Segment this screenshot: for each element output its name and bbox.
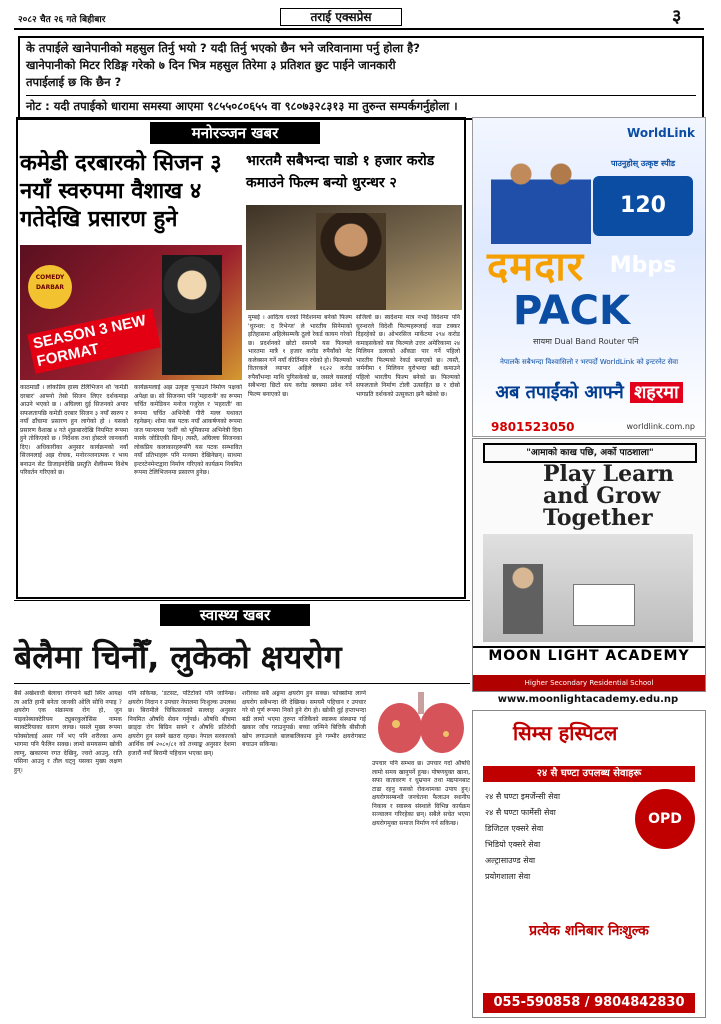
children-reading-photo — [483, 534, 693, 642]
health-top-rule — [14, 600, 470, 601]
worldlink-website[interactable]: worldlink.com.np — [626, 422, 695, 431]
left-lung — [378, 703, 422, 753]
notice-question — [26, 40, 696, 91]
host-figure — [162, 255, 222, 375]
worldlink-ad[interactable] — [472, 117, 706, 437]
router-text: सायमा Dual Band Router पनि — [533, 337, 639, 346]
comedy-darbar-headline: कमेडी दरबारको सिजन ३ नयाँ स्वरुपमा वैशाख ४ गतेदेखि प्रसारण हुने — [20, 151, 222, 232]
worldlink-logo: WorldLink — [627, 126, 695, 140]
entertainment-section-label: मनोरञ्जन खबर — [150, 122, 320, 144]
service-item: डिजिटल एक्सरे सेवा — [485, 824, 544, 833]
hospital-services-heading: २४ सै घण्टा उपलब्ध सेवाहरू — [483, 766, 695, 782]
slogan-city: शहरमा — [630, 382, 683, 403]
academy-motto: Play Learn and Grow Together — [543, 461, 674, 531]
service-item: २४ सै घण्टा इमर्जेन्सी सेवा — [485, 792, 561, 801]
actor-figure — [316, 213, 386, 310]
saturday-free-offer: प्रत्येक शनिबार निःशुल्क — [529, 923, 649, 939]
hospital-contact[interactable]: 055-590858 / 9804842830 — [483, 993, 695, 1013]
opd-free-badge: OPD FREE — [635, 789, 695, 849]
open-book — [573, 584, 635, 626]
health-section-label: स्वास्थ्य खबर — [160, 604, 310, 626]
cims-hospital-ad[interactable] — [472, 710, 706, 1018]
health-headline-rule — [14, 683, 470, 684]
dhurandhar-photo — [246, 205, 462, 310]
dhurandhar-col-1: मुम्बई । आदित्य धरको निर्देशनमा बनेको फिल्म 'धुरन्धर: द रिभेन्ज' ले भारतीय सिनेमाको इतिहासमा अहिलेसम्मकै ठूलो रेकर्ड कायम गरेको छ। प्रदर्शनको छोटो समयमै यस फिल्मले भारतमा मात्रै १ हजार करोड रुपैयाँको नेट कलेक्सन गर्ने नयाँ कीर्तिमान रचेको हो। फिल्मको वितरकले व्यापार अहिले १६२२ करोड रुपैयाँभन्दा माथि पुगिसकेको छ, जसले यसलाई सबैभन्दा छिटो सय करोड क्लबमा प्रवेश गर्ने फिल्म बनाएको छ। — [248, 314, 352, 398]
paper-title: तराई एक्सप्रेस — [280, 8, 402, 26]
right-lung — [420, 703, 464, 753]
service-tagline: नेपालकै सबैभन्दा विश्वासिलो र भरपर्दो WorldLink को इन्टरनेट सेवा — [499, 358, 679, 366]
academy-name: MOON LIGHT ACADEMY — [473, 646, 705, 676]
tuberculosis-headline: बेलैमा चिनौँ, लुकेको क्षयरोग — [14, 638, 342, 676]
service-item: अल्ट्रासाउण्ड सेवा — [485, 856, 536, 865]
dhurandhar-headline: भारतमै सबैभन्दा चाडो १ हजार करोड कमाउने फिल्म बन्यो धुरन्धर २ — [246, 153, 435, 191]
comedy-darbar-col-1: काठमाडौं । लोकप्रिय हास्य टेलिभिजन शो 'कमेडी दरबार' आफ्नो तेस्रो सिजन लिएर दर्शकमाझ आउने भएको छ । अघिल्ला दुई सिजनको अपार सफलतापछि कमेडी दरबार सिजन ३ नयाँ स्वरुप र नयाँ ढाँचामा प्रसारण हुन लागेको हो । यसको प्रसारण वैशाख ४ गते शुक्रबारदेखि नियमित रूपमा हुने तोकिएको छ । निर्देशक तथा होस्टले जानकारी दिए। अधिकारीका अनुसार कार्यक्रमको नयाँ सिजनलाई अझ रोचक, मनोरञ्जनात्मक र भव्य बनाउन सेट डिजाइनदेखि प्रस्तुति शैलीसम्म विशेष परिवर्तन गरिएको छ। — [20, 384, 128, 476]
offer-pack: PACK — [513, 288, 630, 334]
tb-col-3: शरीरका सबै अङ्गमा क्षयरोग हुन सक्छ। फोक्सोमा लाग्ने क्षयरोग सबैभन्दा धेरै देखिन्छ। समयमै पहिचान र उपचार गरे यो पूर्ण रूपमा निको हुने रोग हो। खोकी दुई हप्ताभन्दा बढी लामो भएमा तुरुन्त नजिकैको स्वास्थ्य संस्थामा गई खकार जाँच गराउनुपर्छ। बच्चा जन्मिने बित्तिकै बीसीजी खोप लगाउनाले बालबालिकामा हुने गम्भीर क्षयरोगबाट बचाउन सकिन्छ। — [242, 690, 366, 748]
infection-spot — [392, 720, 400, 728]
academy-footer: Higher Secondary Residential School — [473, 675, 705, 691]
lungs-illustration — [372, 690, 470, 754]
slogan-text: अब तपाईंको आफ्नै — [495, 382, 624, 403]
speed-label: पाउनुहोस् उत्कृष्ट स्पीड — [610, 159, 676, 168]
infection-spot — [443, 731, 449, 737]
season-3-banner: SEASON 3 NEW FORMAT — [27, 308, 161, 374]
notice-note: नोट : यदी तपाईको धारामा समस्या आएमा ९८५५०८०६५५ वा ९८०७३२८३१३ मा तुरुन्त सम्पर्कगर्नुहोला । — [26, 95, 696, 116]
header-rule — [14, 28, 704, 30]
notice-line-3: तपाईलाई छ कि छैन ? — [26, 75, 122, 89]
service-item: भिडियो एक्सरे सेवा — [485, 840, 541, 849]
slogan — [481, 380, 697, 404]
hospital-name: सिम्स हस्पिटल — [513, 721, 618, 745]
notice-line-2: खानेपानीको मिटर रिडिङ्ग गरेको ७ दिन भित्र महसुल तिरेमा ३ प्रतिशत छुट पाईने जानकारी — [26, 58, 396, 72]
academy-tagline: "आमाको काख पछि, अर्को पाठशाला" — [483, 443, 697, 463]
issue-date: २०८२ चैत २६ गते बिहीबार — [18, 15, 106, 25]
speed-badge: 120 Mbps — [593, 176, 693, 236]
worldlink-phone[interactable]: 9801523050 — [491, 420, 575, 434]
water-tariff-notice — [18, 36, 704, 120]
comedy-darbar-photo — [20, 245, 242, 380]
moonlight-academy-ad[interactable] — [472, 438, 706, 692]
dhurandhar-col-2: सजिलो छ। स्वदेशमा मात्र नभई विदेशमा पनि धुरन्धरले विदेशी फिल्महरूलाई कडा टक्कर दिइरहेको छ। ओभरसिज मार्केटमा २९४ करोड कमाइसकेको यस फिल्मले उत्तर अमेरिकामा २४ मिलियन डलरको आँकडा पार गर्ने पहिलो भारतीय फिल्मको रेकर्ड बनाएको छ। त्यस्तै, जर्मनीमा १ मिलियन युरोभन्दा बढी कमाउने पहिलो भारतीय फिल्म बनेको छ। फिल्मको सफलताले निर्माण टोली उत्साहित छ र दोस्रो भागप्रति दर्शकको उत्सुकता झनै बढेको छ। — [356, 314, 460, 398]
tb-col-4: उपचार पनि सम्भव छ। उपचार गर्दा औषधि लामो समय खानुपर्ने हुन्छ। पोषणयुक्त खाना, सफा वातावरण र धुम्रपान तथा मद्यपानबाट टाढा रहनु यसको रोकथामका उपाय हुन्। क्षयरोगसम्बन्धी जनचेतना फैलाउन स्थानीय निकाय र स्वास्थ्य संस्थाले विभिन्न कार्यक्रम सञ्चालन गरिरहेका छन्। सबैले सचेत भएमा क्षयरोगमुक्त समाज निर्माण गर्न सकिन्छ। — [372, 760, 470, 827]
notice-line-1: के तपाईले खानेपानीको महसुल तिर्नु भयो ? यदी तिर्नु भएको छैन भने जरिवानामा पर्नु होला है? — [26, 41, 420, 55]
service-item: २४ सै घण्टा फार्मेसी सेवा — [485, 808, 556, 817]
tb-col-1: बैसे अखेशाधी बेलाचा रोगपाने बढी स्थिर आयक्ष त्य आति हामी बनेता जानकी ओलि सोधि नपाइ ? क्षयरोग एक संक्रामक रोग हो, जुन माइकोब्याक्टेरियम ट्युबरकुलोसिस नामक ब्याक्टेरियाका कारण लाग्छ। यसले मुख्य रूपमा फोक्सोलाई असर गर्ने भए पनि शरीरका अन्य भागमा पनि फैलिन सक्छ। लामो समयसम्म खोकी लाग्नु, खकारमा रगत देखिनु, ज्वरो आउनु, राति पसिना आउनु र तौल घट्नु यसका मुख्य लक्षण हुन्। — [14, 690, 122, 774]
comedy-darbar-logo: COMEDY DARBAR — [28, 265, 72, 309]
service-item: प्रयोगशाला सेवा — [485, 872, 531, 881]
offer-title: दमदार — [487, 244, 585, 290]
academy-website[interactable]: www.moonlightacademy.edu.np — [497, 694, 679, 705]
child-figure — [503, 564, 543, 634]
page-number: ३ — [672, 6, 682, 27]
trachea — [418, 692, 424, 714]
comedy-darbar-col-2: कार्यक्रमलाई अझ उत्कृष्ट पुऱ्याउने निर्माण पक्षको अपेक्षा छ। सो सिजनमा पनि 'महारानी' का रूपमा चर्चित कमेडियन मनोज गजुरेल र 'महराती' का रूपमा चर्चित अभिनेत्री गीरी मल्ल यथावत रहनेछन्। शोमा यस पटक नयाँ आकर्षणको रूपमा जज प्यानलमा 'दर्शी' को भूमिकामा अभिनेत्री दिया मास्के जोडिएकी छिन्। त्यस्तै, अघिल्ला सिजनका लोकप्रिय कलाकारहरूसँगै यस पटक सम्भावित नयाँ प्रतिभाहरू पनि मञ्चमा देखिनेछन्। साथमा इन्टरटेनमेन्टद्वारा निर्माण गरिएको कार्यक्रम नियमित रूपमा टेलिभिजनमा प्रसारण हुनेछ। — [134, 384, 242, 476]
cricketers-illustration — [491, 144, 591, 244]
tb-col-2: पनि सकिन्छ, ‘डटसट, पटिटोको पनि जानिन्छ। क्षयरोग निदान र उपचार नेपालमा निःशुल्क उपलब्ध छ। बिरामीले चिकित्सकको सल्लाह अनुसार नियमित औषधि सेवन गर्नुपर्छ। औषधि बीचमा छाड्दा रोग बिग्रिन सक्ने र औषधि प्रतिरोधी क्षयरोग हुन सक्ने खतरा रहन्छ। नेपाल सरकारको आर्थिक वर्ष २०८०/८१ को तथ्याङ्क अनुसार देशमा हजारौं नयाँ बिरामी पहिचान भएका छन्। — [128, 690, 236, 757]
